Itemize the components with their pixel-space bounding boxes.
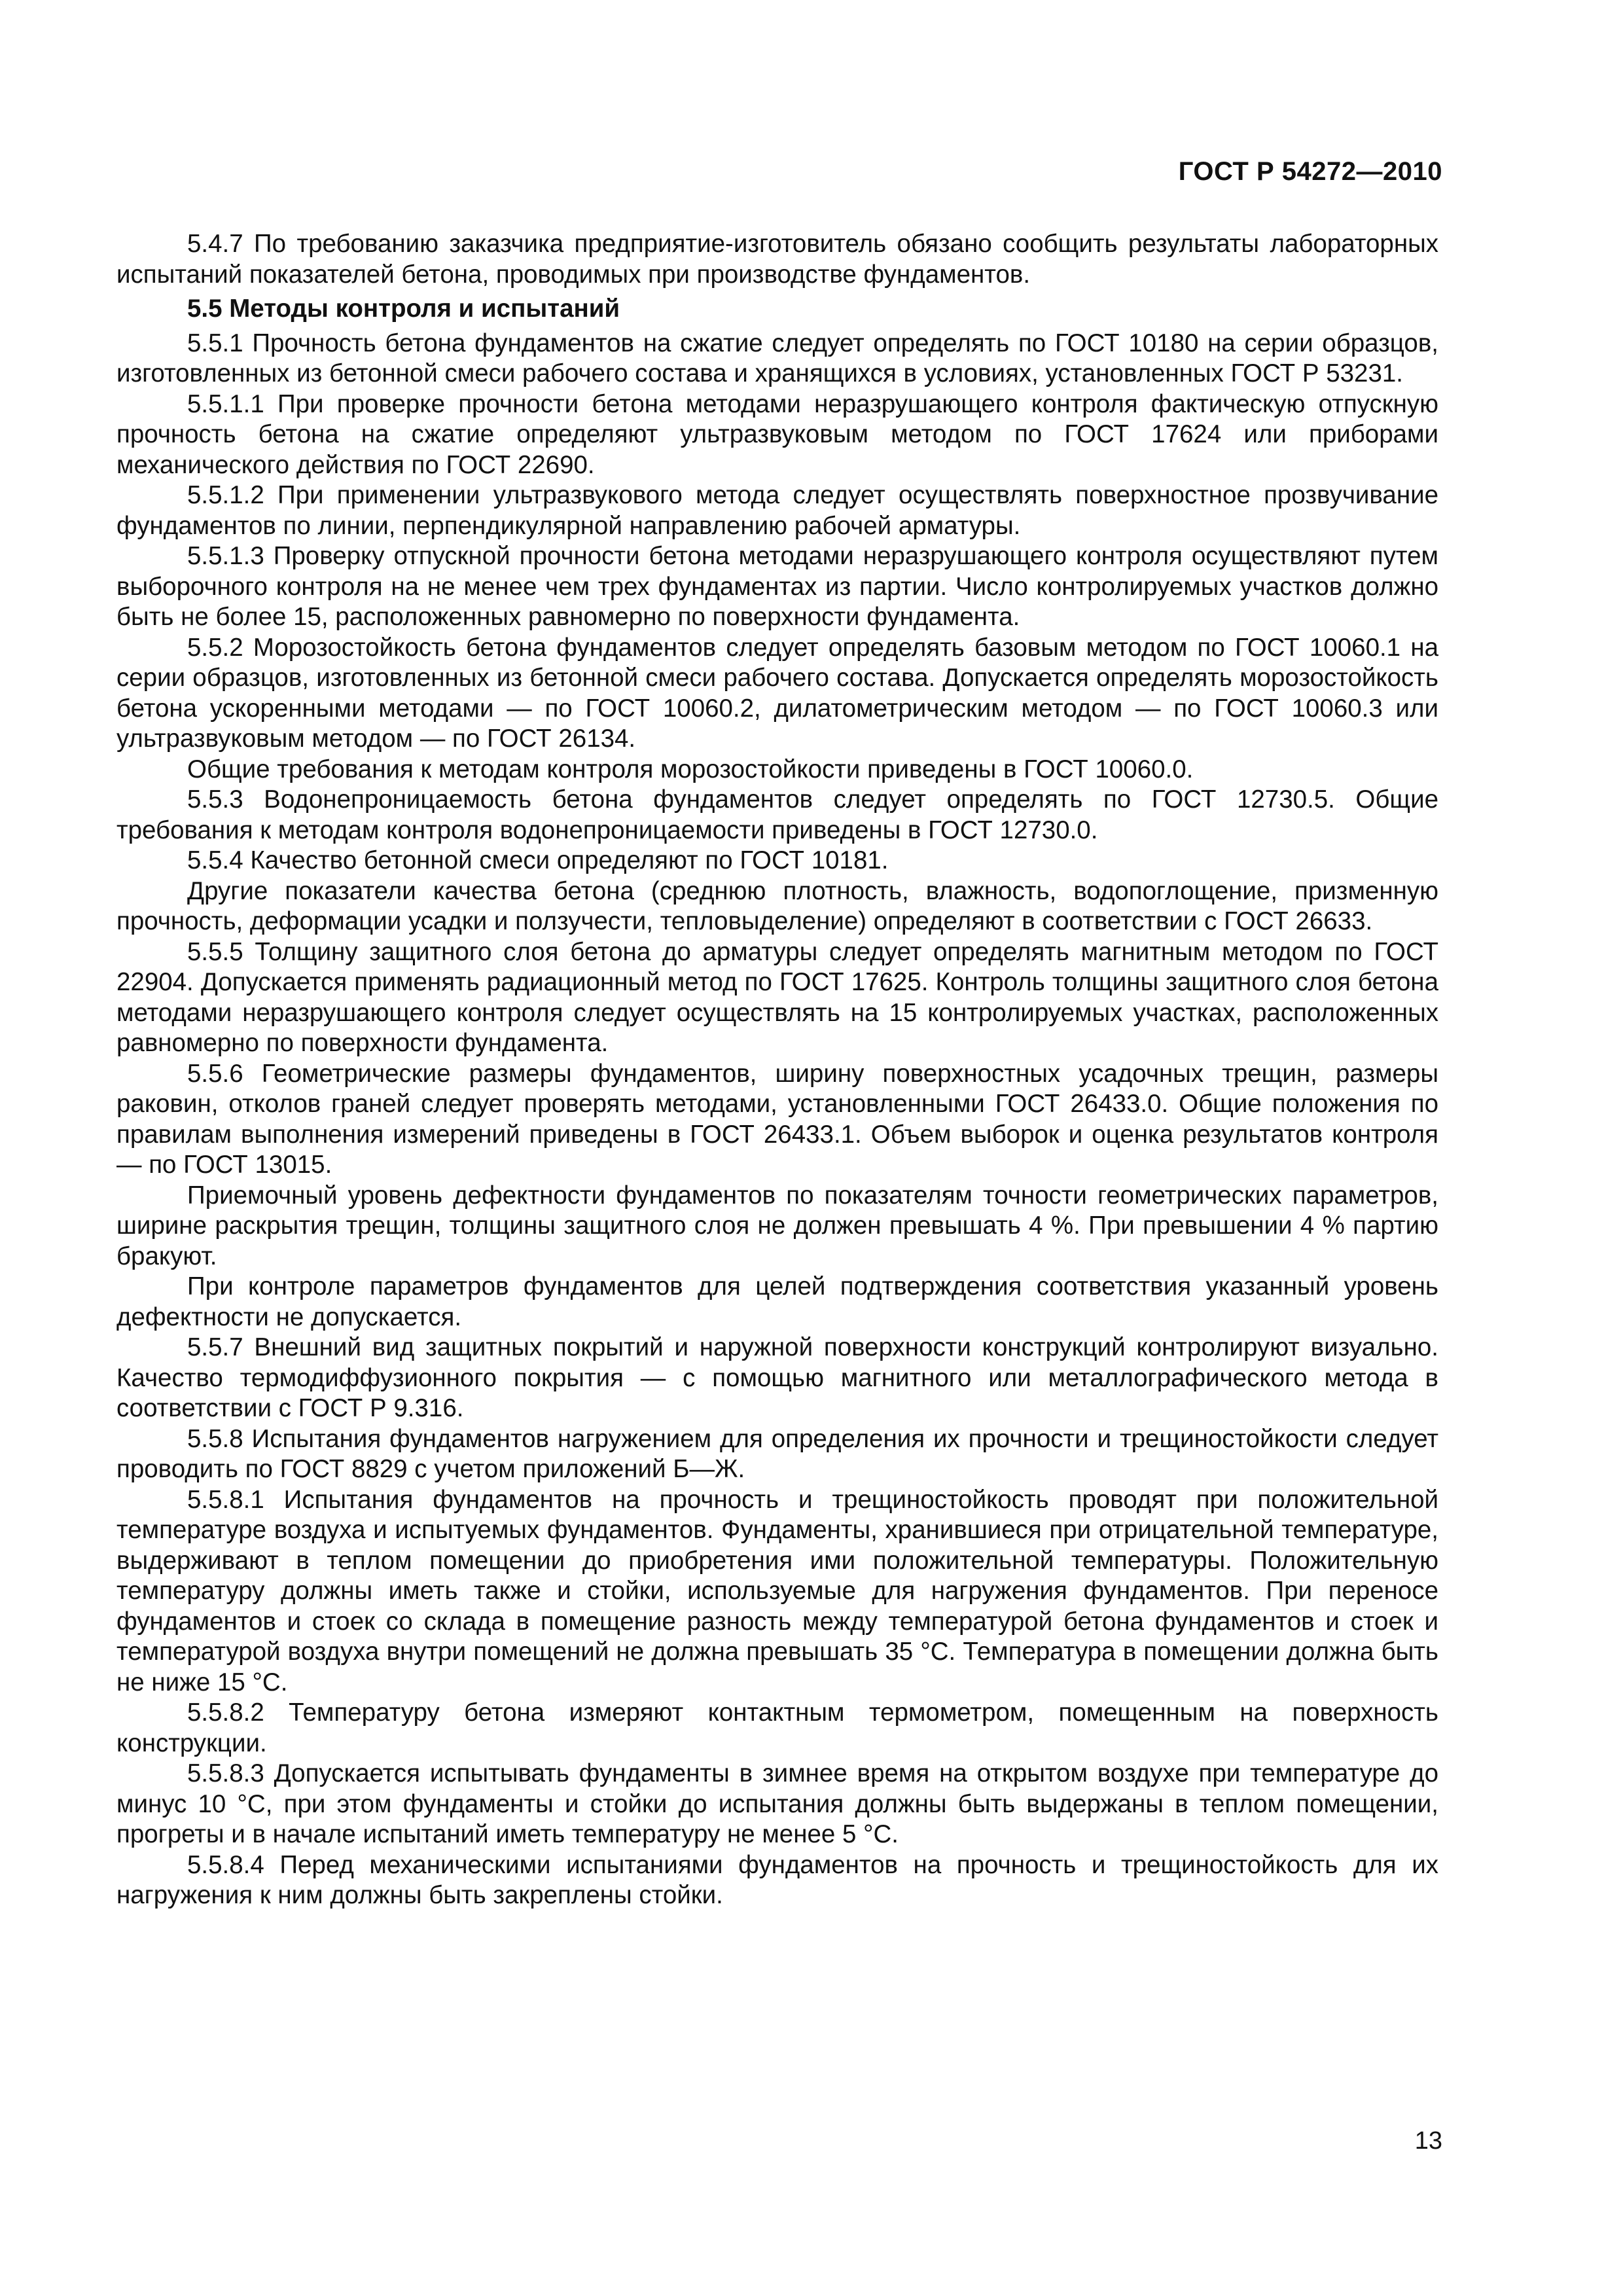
paragraph-5-5-7: 5.5.7 Внешний вид защитных покрытий и наружной поверхности конструкций контролируют визуально. Качество термодиффузионного покрытия — с помощью магнитного или металлографического метода в соответствии с ГОСТ Р 9.316. — [116, 1333, 1438, 1422]
paragraph-other-indicators: Другие показатели качества бетона (среднюю плотность, влажность, водопоглощение, призменную прочность, деформации усадки и ползучести, тепловыделение) определяют в соответствии с ГОСТ 26633. — [116, 876, 1438, 935]
paragraph-5-5-1: 5.5.1 Прочность бетона фундаментов на сжатие следует определять по ГОСТ 10180 на серии образцов, изготовленных из бетонной смеси рабочего состава и хранящихся в условиях, установленных ГОСТ Р 53231. — [116, 329, 1438, 387]
document-body — [116, 229, 1438, 1911]
paragraph-5-5-8-3: 5.5.8.3 Допускается испытывать фундаменты в зимнее время на открытом воздухе при температуре до минус 10 °С, при этом фундаменты и стойки до испытания должны быть выдержаны в теплом помещении, прогреты и в начале испытаний иметь температуру не менее 5 °С. — [116, 1759, 1438, 1848]
paragraph-5-5-8-4: 5.5.8.4 Перед механическими испытаниями фундаментов на прочность и трещиностойкость для их нагружения к ним должны быть закреплены стойки. — [116, 1850, 1438, 1909]
paragraph-5-5-2: 5.5.2 Морозостойкость бетона фундаментов следует определять базовым методом по ГОСТ 10060.1 на серии образцов, изготовленных из бетонной смеси рабочего состава. Допускается определять морозостойкость бетона ускоренными методами — по ГОСТ 10060.2, дилатометрическим методом — по ГОСТ 10060.3 или ультразвуковым методом — по ГОСТ 26134. — [116, 633, 1438, 753]
paragraph-5-5-5: 5.5.5 Толщину защитного слоя бетона до арматуры следует определять магнитным методом по ГОСТ 22904. Допускается применять радиационный метод по ГОСТ 17625. Контроль толщины защитного слоя бетона методами неразрушающего контроля следует осуществлять на 15 контролируемых участках, расположенных равномерно по поверхности фундамента. — [116, 937, 1438, 1057]
paragraph-5-5-8-1: 5.5.8.1 Испытания фундаментов на прочность и трещиностойкость проводят при положительной температуре воздуха и испытуемых фундаментов. Фундаменты, хранившиеся при отрицательной температуре, выдерживают в теплом помещении до приобретения ими положительной температуры. Положительную температуру должны иметь также и стойки, используемые для нагружения фундаментов. При переносе фундаментов и стоек со склада в помещение разность между температурой бетона фундаментов и стоек и температурой воздуха внутри помещений не должна превышать 35 °С. Температура в помещении должна быть не ниже 15 °С. — [116, 1485, 1438, 1696]
document-code-header: ГОСТ Р 54272—2010 — [1178, 157, 1442, 186]
paragraph-5-5-6: 5.5.6 Геометрические размеры фундаментов, ширину поверхностных усадочных трещин, размеры раковин, отколов граней следует проверять методами, установленными ГОСТ 26433.0. Общие положения по правилам выполнения измерений приведены в ГОСТ 26433.1. Объем выборок и оценка результатов контроля — по ГОСТ 13015. — [116, 1059, 1438, 1179]
paragraph-5-4-7: 5.4.7 По требованию заказчика предприятие-изготовитель обязано сообщить результаты лабораторных испытаний показателей бетона, проводимых при производстве фундаментов. — [116, 230, 1438, 289]
paragraph-conformity-control: При контроле параметров фундаментов для целей подтверждения соответствия указанный уровень дефектности не допускается. — [116, 1272, 1438, 1331]
paragraph-5-5-8-2: 5.5.8.2 Температуру бетона измеряют контактным термометром, помещенным на поверхность конструкции. — [116, 1698, 1438, 1757]
paragraph-5-5-3: 5.5.3 Водонепроницаемость бетона фундаментов следует определять по ГОСТ 12730.5. Общие требования к методам контроля водонепроницаемости приведены в ГОСТ 12730.0. — [116, 785, 1438, 844]
section-heading-5-5: 5.5 Методы контроля и испытаний — [187, 295, 620, 323]
paragraph-5-5-1-2: 5.5.1.2 При применении ультразвукового метода следует осуществлять поверхностное прозвучивание фундаментов по линии, перпендикулярной направлению рабочей арматуры. — [116, 481, 1438, 540]
paragraph-frost-general: Общие требования к методам контроля морозостойкости приведены в ГОСТ 10060.0. — [187, 755, 1194, 783]
page-number: 13 — [1414, 2127, 1442, 2155]
paragraph-5-5-1-3: 5.5.1.3 Проверку отпускной прочности бетона методами неразрушающего контроля осуществляют путем выборочного контроля на не менее чем трех фундаментах из партии. Число контролируемых участков должно быть не более 15, расположенных равномерно по поверхности фундамента. — [116, 542, 1438, 631]
paragraph-acceptance-level: Приемочный уровень дефектности фундаментов по показателям точности геометрических параметров, ширине раскрытия трещин, толщины защитного слоя не должен превышать 4 %. При превышении 4 % партию бракуют. — [116, 1181, 1438, 1270]
paragraph-5-5-8: 5.5.8 Испытания фундаментов нагружением для определения их прочности и трещиностойкости следует проводить по ГОСТ 8829 с учетом приложений Б—Ж. — [116, 1424, 1438, 1483]
paragraph-5-5-4: 5.5.4 Качество бетонной смеси определяют по ГОСТ 10181. — [187, 846, 889, 874]
paragraph-5-5-1-1: 5.5.1.1 При проверке прочности бетона методами неразрушающего контроля фактическую отпускную прочность бетона на сжатие определяют ультразвуковым методом по ГОСТ 17624 или приборами механического действия по ГОСТ 22690. — [116, 389, 1438, 479]
